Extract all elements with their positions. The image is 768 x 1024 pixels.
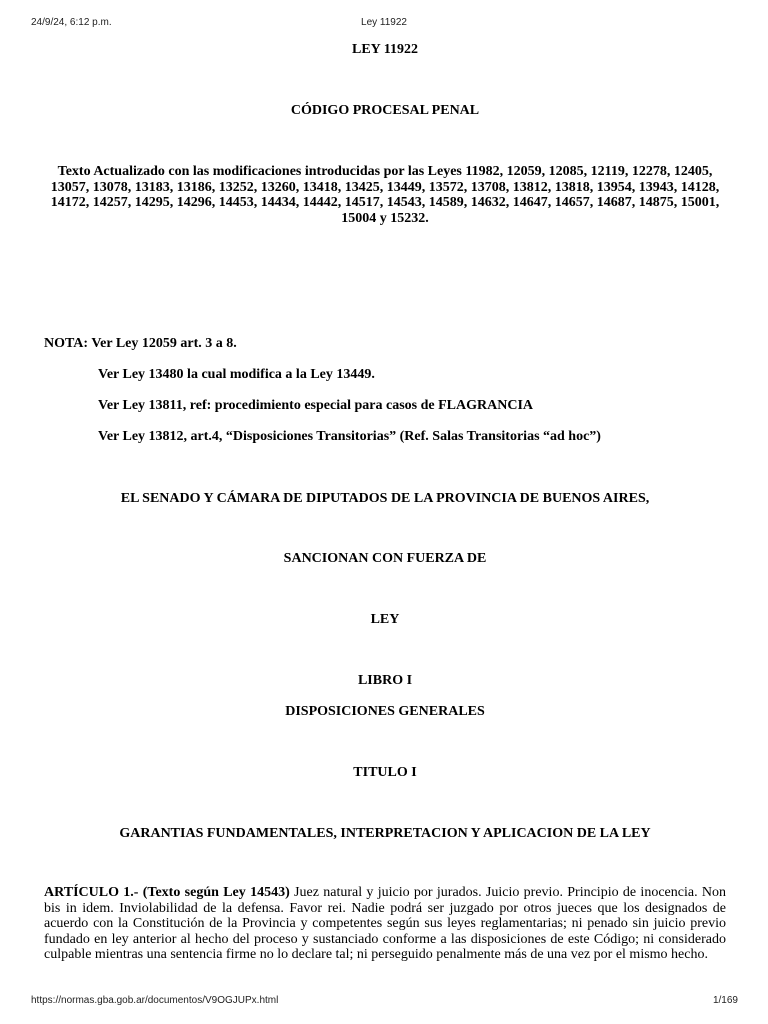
note-13811: Ver Ley 13811, ref: procedimiento especial para casos de FLAGRANCIA bbox=[98, 398, 533, 413]
guarantees-heading: GARANTIAS FUNDAMENTALES, INTERPRETACION Y APLICACION DE LA LEY bbox=[119, 826, 651, 841]
print-header-datetime: 24/9/24, 6:12 p.m. bbox=[31, 17, 112, 28]
code-title: CÓDIGO PROCESAL PENAL bbox=[290, 103, 480, 118]
print-footer-page: 1/169 bbox=[712, 995, 738, 1006]
general-provisions-heading: DISPOSICIONES GENERALES bbox=[285, 704, 485, 719]
title-i-heading: TITULO I bbox=[353, 765, 417, 780]
law-title: LEY 11922 bbox=[352, 42, 418, 57]
print-footer-url: https://normas.gba.gob.ar/documentos/V9OGJUPx.html bbox=[31, 995, 279, 1006]
article-1-body: Juez natural y juicio por jurados. Juicio previo. Principio de inocencia. Non bis in idem. Inviolabilidad de la defensa. Favor rei. Nadie podrá ser juzgado por otros jueces que los designados de acuerdo con la Constitución de la Provincia y competentes según sus leyes reglamentarias; ni penado sin juicio previo fundado en ley anterior al hecho del proceso y sustanciado conforme a las disposiciones de este Código; ni considerado culpable mientras una sentencia firme no lo declare tal; ni perseguido penalmente más de una vez por el mismo hecho. bbox=[44, 885, 726, 962]
print-header-title: Ley 11922 bbox=[361, 17, 407, 28]
note-13480: Ver Ley 13480 la cual modifica a la Ley 13449. bbox=[98, 367, 375, 382]
note-main: NOTA: Ver Ley 12059 art. 3 a 8. bbox=[44, 336, 237, 351]
sanction-heading: SANCIONAN CON FUERZA DE bbox=[283, 551, 487, 566]
article-1-lead: ARTÍCULO 1.- (Texto según Ley 14543) bbox=[44, 885, 290, 900]
book-heading: LIBRO I bbox=[357, 673, 413, 688]
updated-text: Texto Actualizado con las modificaciones introducidas por las Leyes 11982, 12059, 12085, 12119, 12278, 12405, 13057, 13078, 13183, 13186, 13252, 13260, 13418, 13425, 13449, 13572, 13708, 13812, 13818, 13954, 13943, 14128, 14172, 14257, 14295, 14296, 14453, 14434, 14442, 14517, 14543, 14589, 14632, 14647, 14657, 14687, 14875, 15001, 15004 y 15232. bbox=[50, 164, 720, 226]
article-1 bbox=[44, 885, 726, 963]
ley-heading: LEY bbox=[370, 612, 400, 627]
senate-heading: EL SENADO Y CÁMARA DE DIPUTADOS DE LA PROVINCIA DE BUENOS AIRES, bbox=[120, 491, 650, 506]
note-13812: Ver Ley 13812, art.4, “Disposiciones Transitorias” (Ref. Salas Transitorias “ad hoc”) bbox=[98, 429, 601, 444]
print-footer bbox=[0, 995, 768, 1009]
print-header bbox=[0, 17, 768, 31]
